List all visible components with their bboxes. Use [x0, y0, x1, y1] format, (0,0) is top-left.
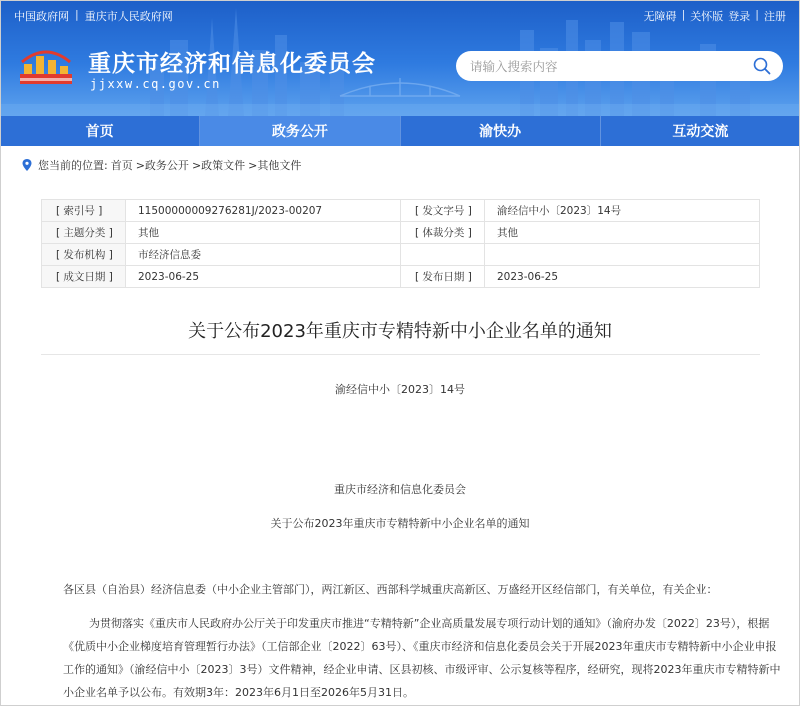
link-register[interactable]: 注册: [764, 10, 786, 23]
body-line: 为贯彻落实《重庆市人民政府办公厅关于印发重庆市推进“专精特新”企业高质量发展专项行动计划的通知》（渝府办发〔2022〕23号），根据: [89, 617, 770, 630]
meta-value-topic: 其他: [126, 222, 401, 244]
meta-value-written-date: 2023-06-25: [126, 266, 401, 288]
document-meta-table: [41, 199, 760, 288]
breadcrumb-gov-affairs[interactable]: >政务公开: [135, 159, 189, 172]
body-line: 工作的通知》（渝经信中小〔2023〕3号）文件精神，经企业申请、区县初核、市级评审、公示复核等程序，经研究，现将2023年重庆市专精特新中: [63, 663, 781, 676]
link-accessibility[interactable]: 无障碍: [643, 10, 677, 23]
nav-item-yukuaiban[interactable]: 渝快办: [479, 124, 522, 140]
meta-label-publish-date: [ 发布日期 ]: [401, 266, 485, 288]
body-line: 《优质中小企业梯度培育管理暂行办法》（工信部企业〔2022〕63号）、《重庆市经济和信息化委员会关于开展2023年重庆市专精特新中小企业申报: [63, 640, 777, 653]
separator: |: [681, 8, 686, 21]
meta-value-genre: 其他: [485, 222, 760, 244]
search-placeholder: 请输入搜索内容: [470, 59, 558, 74]
meta-row: [42, 266, 760, 288]
breadcrumb: [22, 157, 301, 173]
meta-label-publisher: [ 发布机构 ]: [42, 244, 126, 266]
meta-value-publish-date: 2023-06-25: [485, 266, 760, 288]
article-issuer: 重庆市经济和信息化委员会: [334, 483, 466, 496]
nav-item-interaction[interactable]: 互动交流: [672, 124, 729, 140]
article-doc-number: 渝经信中小〔2023〕14号: [335, 383, 465, 396]
search-input[interactable]: [456, 51, 783, 81]
article-body-paragraph: [63, 612, 781, 704]
meta-empty-cell: [485, 244, 760, 266]
link-care-mode[interactable]: 关怀版: [690, 10, 724, 23]
location-pin-icon: [22, 159, 32, 171]
breadcrumb-policy-docs[interactable]: >政策文件: [191, 159, 246, 172]
link-china-gov[interactable]: 中国政府网: [14, 10, 69, 23]
meta-row: [42, 222, 760, 244]
meta-label-index: [ 索引号 ]: [42, 200, 126, 222]
link-cq-gov[interactable]: 重庆市人民政府网: [84, 10, 173, 23]
top-links-right: [644, 8, 786, 24]
meta-label-genre: [ 体裁分类 ]: [401, 222, 485, 244]
meta-row: [42, 244, 760, 266]
meta-row: [42, 200, 760, 222]
site-domain: jjxxw.cq.gov.cn: [90, 77, 221, 91]
link-login[interactable]: 登录: [728, 10, 751, 23]
nav-item-home[interactable]: 首页: [85, 124, 114, 140]
separator: |: [75, 8, 79, 21]
meta-value-publisher: 市经济信息委: [126, 244, 401, 266]
emblem-logo-icon[interactable]: [18, 44, 74, 86]
nav-item-gov-affairs[interactable]: 政务公开: [200, 116, 399, 146]
article-addressee: 各区县（自治县）经济信息委（中小企业主管部门），两江新区、西部科学城重庆高新区、万盛经开区经信部门，有关单位，有关企业：: [63, 583, 718, 596]
body-line: 小企业名单予以公布。有效期3年：2023年6月1日至2026年5月31日。: [63, 686, 414, 699]
main-nav: [0, 116, 800, 146]
meta-label-doc-no: [ 发文字号 ]: [401, 200, 485, 222]
breadcrumb-prefix: 您当前的位置:: [38, 159, 108, 172]
meta-label-written-date: [ 成文日期 ]: [42, 266, 126, 288]
article-subtitle: 关于公布2023年重庆市专精特新中小企业名单的通知: [270, 517, 530, 530]
breadcrumb-home[interactable]: 首页: [110, 159, 133, 172]
search-icon[interactable]: [753, 57, 771, 75]
meta-label-topic: [ 主题分类 ]: [42, 222, 126, 244]
site-header: [0, 0, 800, 116]
separator: |: [755, 8, 759, 21]
meta-empty-cell: [401, 244, 485, 266]
meta-value-index: 11500000009276281J/2023-00207: [126, 200, 401, 222]
title-divider: [41, 354, 760, 355]
article-title: 关于公布2023年重庆市专精特新中小企业名单的通知: [188, 321, 612, 342]
site-title[interactable]: 重庆市经济和信息化委员会: [88, 51, 376, 77]
top-links-left: [14, 8, 173, 24]
meta-value-doc-no: 渝经信中小〔2023〕14号: [485, 200, 760, 222]
breadcrumb-other-docs[interactable]: >其他文件: [248, 159, 302, 172]
